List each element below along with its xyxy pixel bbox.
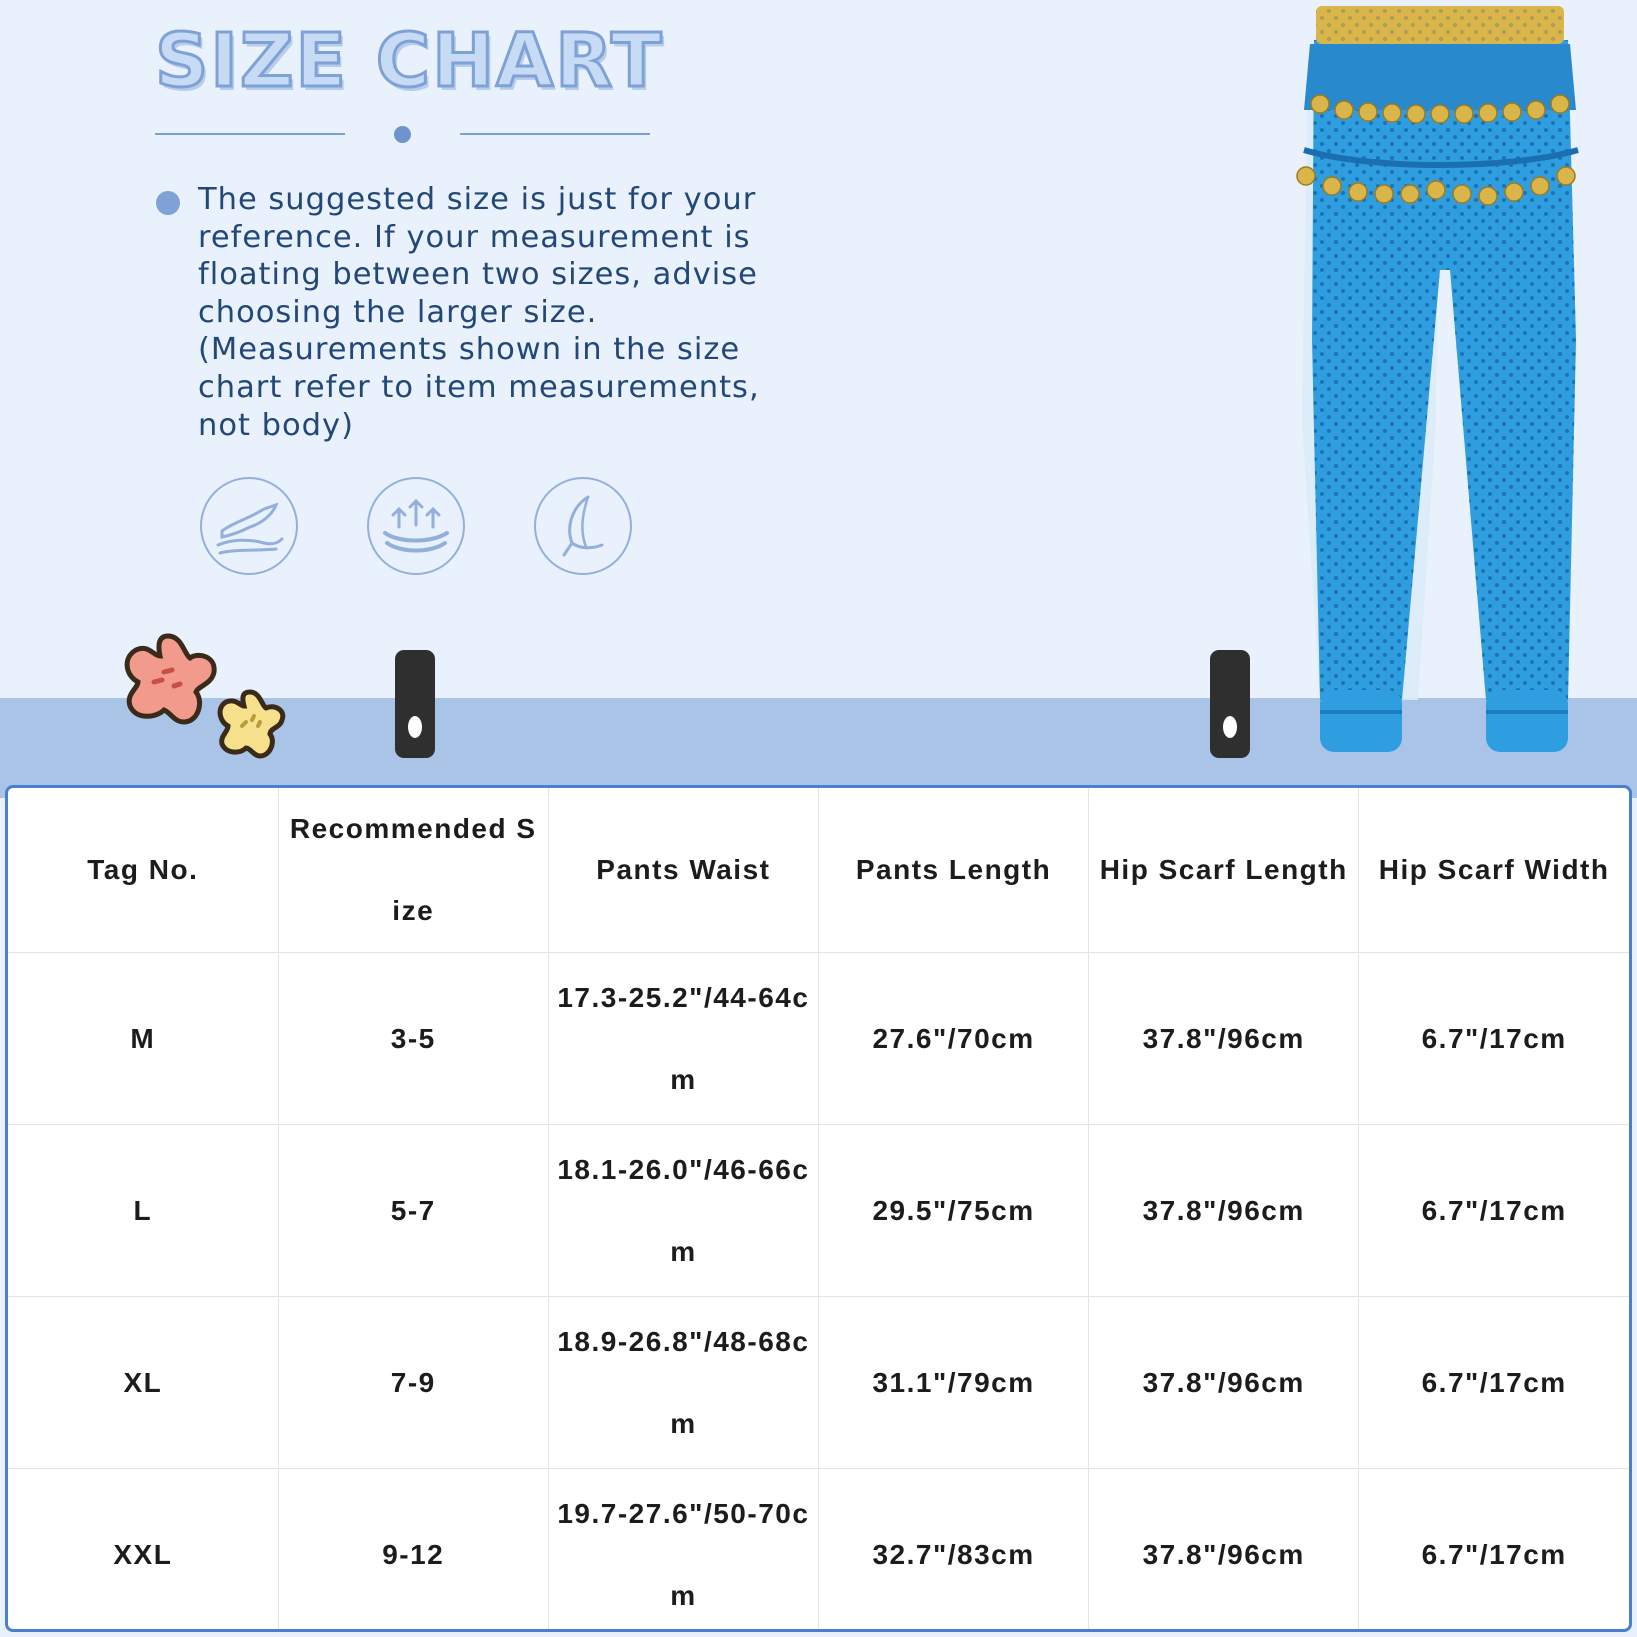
cell-tag-no: XXL xyxy=(8,1469,278,1633)
cell-hip-scarf-length: 37.8"/96cm xyxy=(1089,953,1359,1125)
flowers-decoration xyxy=(108,620,298,770)
stretch-icon xyxy=(367,477,465,575)
divider-dot xyxy=(394,126,411,143)
col-header-hip-scarf-length: Hip Scarf Length xyxy=(1089,788,1359,953)
harem-pants-image xyxy=(1290,0,1590,760)
cell-pants-waist: 19.7-27.6"/50-70cm xyxy=(548,1469,818,1633)
col-header-pants-length: Pants Length xyxy=(818,788,1088,953)
size-table xyxy=(8,788,1629,1632)
cell-pants-length: 29.5"/75cm xyxy=(818,1125,1088,1297)
table-row xyxy=(8,953,1629,1125)
cell-recommended-size: 9-12 xyxy=(278,1469,548,1633)
cell-recommended-size: 5-7 xyxy=(278,1125,548,1297)
table-row xyxy=(8,1469,1629,1633)
hanging-clip-left xyxy=(395,650,435,758)
table-row xyxy=(8,1297,1629,1469)
cell-tag-no: L xyxy=(8,1125,278,1297)
lightweight-feather-icon xyxy=(534,477,632,575)
size-table-container xyxy=(5,785,1632,1632)
cell-hip-scarf-width: 6.7"/17cm xyxy=(1359,1469,1629,1633)
size-note: The suggested size is just for your reference. If your measurement is floating between two sizes, advise choosing the larger size. (Measurements shown in the size chart refer to item measurements, not body) xyxy=(198,182,760,443)
soft-touch-icon xyxy=(200,477,298,575)
cell-pants-waist: 17.3-25.2"/44-64cm xyxy=(548,953,818,1125)
cell-tag-no: XL xyxy=(8,1297,278,1469)
col-header-tag-no: Tag No. xyxy=(8,788,278,953)
bullet-dot xyxy=(156,191,180,215)
cell-pants-length: 27.6"/70cm xyxy=(818,953,1088,1125)
cell-pants-length: 31.1"/79cm xyxy=(818,1297,1088,1469)
cell-recommended-size: 3-5 xyxy=(278,953,548,1125)
cell-pants-waist: 18.1-26.0"/46-66cm xyxy=(548,1125,818,1297)
col-header-recommended-size: Recommended Size xyxy=(278,788,548,953)
cell-tag-no: M xyxy=(8,953,278,1125)
cell-hip-scarf-length: 37.8"/96cm xyxy=(1089,1469,1359,1633)
cell-hip-scarf-length: 37.8"/96cm xyxy=(1089,1297,1359,1469)
table-header-row xyxy=(8,788,1629,953)
divider-left xyxy=(155,133,345,135)
cell-hip-scarf-width: 6.7"/17cm xyxy=(1359,1297,1629,1469)
cell-pants-waist: 18.9-26.8"/48-68cm xyxy=(548,1297,818,1469)
page-title: SIZE CHART xyxy=(155,18,664,104)
divider-right xyxy=(460,133,650,135)
col-header-hip-scarf-width: Hip Scarf Width xyxy=(1359,788,1629,953)
cell-pants-length: 32.7"/83cm xyxy=(818,1469,1088,1633)
hanging-clip-right xyxy=(1210,650,1250,758)
table-row xyxy=(8,1125,1629,1297)
cell-hip-scarf-length: 37.8"/96cm xyxy=(1089,1125,1359,1297)
col-header-pants-waist: Pants Waist xyxy=(548,788,818,953)
cell-hip-scarf-width: 6.7"/17cm xyxy=(1359,953,1629,1125)
cell-recommended-size: 7-9 xyxy=(278,1297,548,1469)
cell-hip-scarf-width: 6.7"/17cm xyxy=(1359,1125,1629,1297)
